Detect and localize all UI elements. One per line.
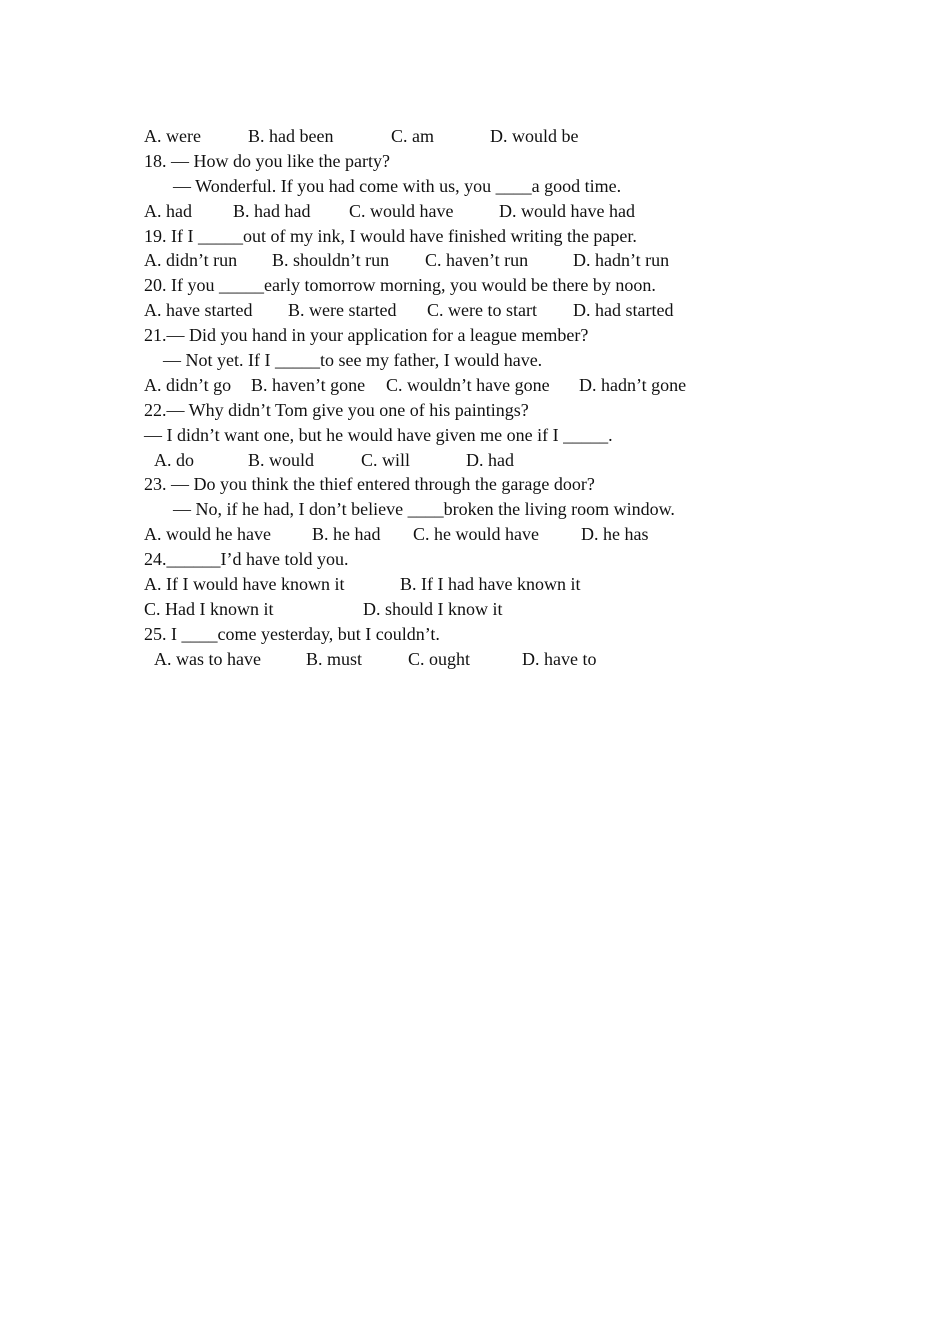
question-19: 19. If I _____out of my ink, I would have finished writing the paper.	[144, 225, 637, 246]
options-row-q22	[144, 448, 844, 473]
answer-line-22: — I didn’t want one, but he would have given me one if I _____.	[144, 424, 613, 445]
option-a: A. would he have	[144, 524, 271, 545]
options-row-q24-ab	[144, 572, 844, 597]
option-b: B. must	[306, 648, 363, 669]
options-row-q25	[144, 647, 844, 672]
options-row-q18	[144, 199, 844, 224]
question-18: 18. — How do you like the party?	[144, 150, 390, 171]
option-b: B. would	[248, 449, 315, 470]
option-a: A. have started	[144, 300, 253, 321]
question-24: 24.______I’d have told you.	[144, 549, 349, 570]
option-b: B. were started	[288, 300, 397, 321]
option-d: D. hadn’t gone	[579, 374, 687, 395]
question-25: 25. I ____come yesterday, but I couldn’t.	[144, 623, 440, 644]
option-b: B. had had	[233, 200, 311, 221]
option-d: D. had started	[573, 300, 674, 321]
option-b: B. had been	[248, 126, 334, 146]
option-d: D. should I know it	[363, 598, 503, 619]
option-d: D. he has	[581, 524, 649, 545]
options-row-q19	[144, 248, 844, 273]
question-23: 23. — Do you think the thief entered through the garage door?	[144, 474, 595, 495]
options-row-q17	[144, 124, 844, 149]
option-c: C. Had I known it	[144, 598, 274, 619]
option-d: D. would be	[490, 126, 579, 146]
option-c: C. will	[361, 449, 411, 470]
option-d: D. would have had	[499, 200, 635, 221]
option-a: A. had	[144, 200, 192, 221]
option-a: A. were	[144, 126, 201, 146]
option-d: D. have to	[522, 648, 597, 669]
options-row-q20	[144, 298, 844, 323]
option-b: B. shouldn’t run	[272, 250, 390, 271]
option-a: A. If I would have known it	[144, 574, 345, 595]
option-c: C. wouldn’t have gone	[386, 374, 550, 395]
option-c: C. would have	[349, 200, 454, 221]
option-c: C. haven’t run	[425, 250, 529, 271]
option-b: B. haven’t gone	[251, 374, 366, 395]
option-a: A. do	[154, 449, 194, 470]
option-c: C. ought	[408, 648, 471, 669]
options-row-q24-cd	[144, 597, 844, 622]
option-d: D. hadn’t run	[573, 250, 670, 271]
question-21: 21.— Did you hand in your application for a league member?	[144, 325, 589, 346]
question-20: 20. If you _____early tomorrow morning, you would be there by noon.	[144, 275, 656, 296]
options-row-q23	[144, 522, 844, 547]
option-c: C. he would have	[413, 524, 539, 545]
exercise-content	[144, 124, 844, 672]
option-b: B. If I had have known it	[400, 574, 581, 595]
option-a: A. didn’t run	[144, 250, 238, 271]
question-22: 22.— Why didn’t Tom give you one of his paintings?	[144, 399, 529, 420]
option-a: A. was to have	[154, 648, 261, 669]
answer-line-23: — No, if he had, I don’t believe ____broken the living room window.	[173, 499, 675, 520]
option-b: B. he had	[312, 524, 381, 545]
option-d: D. had	[466, 449, 514, 470]
option-c: C. were to start	[427, 300, 537, 321]
option-c: C. am	[391, 126, 434, 146]
option-a: A. didn’t go	[144, 374, 232, 395]
answer-line-18: — Wonderful. If you had come with us, you ____a good time.	[173, 175, 622, 196]
answer-line-21: — Not yet. If I _____to see my father, I would have.	[163, 350, 543, 371]
options-row-q21	[144, 373, 844, 398]
